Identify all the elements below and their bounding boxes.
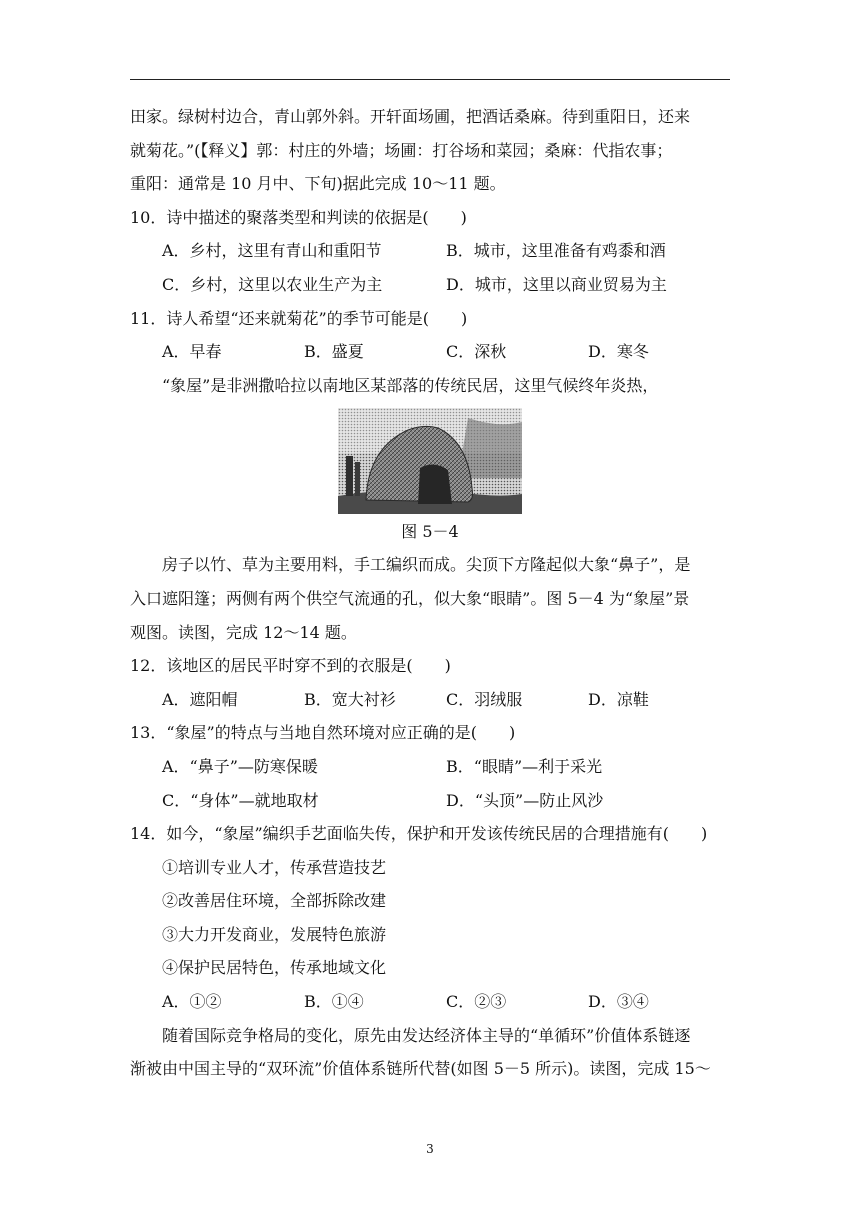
question-12-stem: 12．该地区的居民平时穿不到的衣服是( ) [130, 656, 451, 676]
q13-option-d: D．“头顶”—防止风沙 [446, 790, 604, 810]
question-12-options [130, 683, 730, 717]
figure-caption: 图 5－4 [401, 522, 459, 542]
q13-option-a: A．“鼻子”—防寒保暖 [162, 756, 318, 776]
question-11-options [130, 335, 730, 369]
passage-3-line-2: 渐被由中国主导的“双环流”价值体系链所代替(如图 5－5 所示)。读图，完成 15～ [130, 1059, 711, 1079]
figure-5-4 [130, 406, 730, 516]
q12-option-b: B．宽大衬衫 [304, 689, 396, 709]
page-content [130, 100, 730, 1086]
q14-option-b: B．①④ [304, 992, 364, 1012]
q14-item-3: ③大力开发商业，发展特色旅游 [162, 924, 387, 944]
q14-item-4: ④保护民居特色，传承地域文化 [162, 958, 387, 978]
q13-option-b: B．“眼睛”—利于采光 [446, 756, 603, 776]
q12-option-d: D．凉鞋 [588, 689, 649, 709]
q10-option-c: C．乡村，这里以农业生产为主 [162, 274, 383, 294]
elephant-house-photo [338, 408, 522, 514]
passage-2-line-4: 观图。读图，完成 12～14 题。 [130, 622, 357, 642]
q11-option-c: C．深秋 [446, 342, 507, 362]
question-10-options-row-1 [130, 234, 730, 268]
question-13-options-row-1 [130, 750, 730, 784]
question-13-options-row-2 [130, 784, 730, 818]
q14-option-d: D．③④ [588, 992, 649, 1012]
q14-item-1: ①培训专业人才，传承营造技艺 [162, 857, 387, 877]
q10-option-a: A．乡村，这里有青山和重阳节 [162, 241, 382, 261]
q12-option-c: C．羽绒服 [446, 689, 523, 709]
question-10-options-row-2 [130, 268, 730, 302]
passage-2-line-1: “象屋”是非洲撒哈拉以南地区某部落的传统民居，这里气候终年炎热， [162, 375, 659, 395]
q11-option-d: D．寒冬 [588, 342, 649, 362]
question-13-stem: 13．“象屋”的特点与当地自然环境对应正确的是( ) [130, 723, 516, 743]
q10-option-d: D．城市，这里以商业贸易为主 [446, 274, 667, 294]
question-10-stem: 10．诗中描述的聚落类型和判读的依据是( ) [130, 207, 467, 227]
q11-option-b: B．盛夏 [304, 342, 364, 362]
intro-line-2: 就菊花。”(【释义】郭：村庄的外墙；场圃：打谷场和菜园；桑麻：代指农事； [130, 140, 673, 160]
intro-line-1: 田家。绿树村边合，青山郭外斜。开轩面场圃，把酒话桑麻。待到重阳日，还来 [130, 107, 691, 126]
question-11-stem: 11．诗人希望“还来就菊花”的季节可能是( ) [130, 308, 468, 328]
passage-2-line-3: 入口遮阳篷；两侧有两个供空气流通的孔，似大象“眼睛”。图 5－4 为“象屋”景 [130, 588, 690, 608]
q14-option-a: A．①② [162, 992, 222, 1012]
q10-option-b: B．城市，这里准备有鸡黍和酒 [446, 241, 666, 261]
question-14-stem: 14．如今，“象屋”编织手艺面临失传，保护和开发该传统民居的合理措施有( ) [130, 824, 708, 844]
passage-2-line-2: 房子以竹、草为主要用料，手工编织而成。尖顶下方隆起似大象“鼻子”，是 [162, 555, 691, 575]
q11-option-a: A．早春 [162, 342, 222, 362]
q14-item-2: ②改善居住环境，全部拆除改建 [162, 891, 387, 911]
q13-option-c: C．“身体”—就地取材 [162, 790, 319, 810]
q14-option-c: C．②③ [446, 992, 507, 1012]
q12-option-a: A．遮阳帽 [162, 689, 238, 709]
intro-line-3: 重阳：通常是 10 月中、下旬)据此完成 10～11 题。 [130, 174, 506, 194]
passage-3-line-1: 随着国际竞争格局的变化，原先由发达经济体主导的“单循环”价值体系链逐 [162, 1025, 691, 1045]
question-14-options [130, 985, 730, 1019]
header-rule [130, 79, 730, 80]
page-number: 3 [426, 1142, 434, 1156]
